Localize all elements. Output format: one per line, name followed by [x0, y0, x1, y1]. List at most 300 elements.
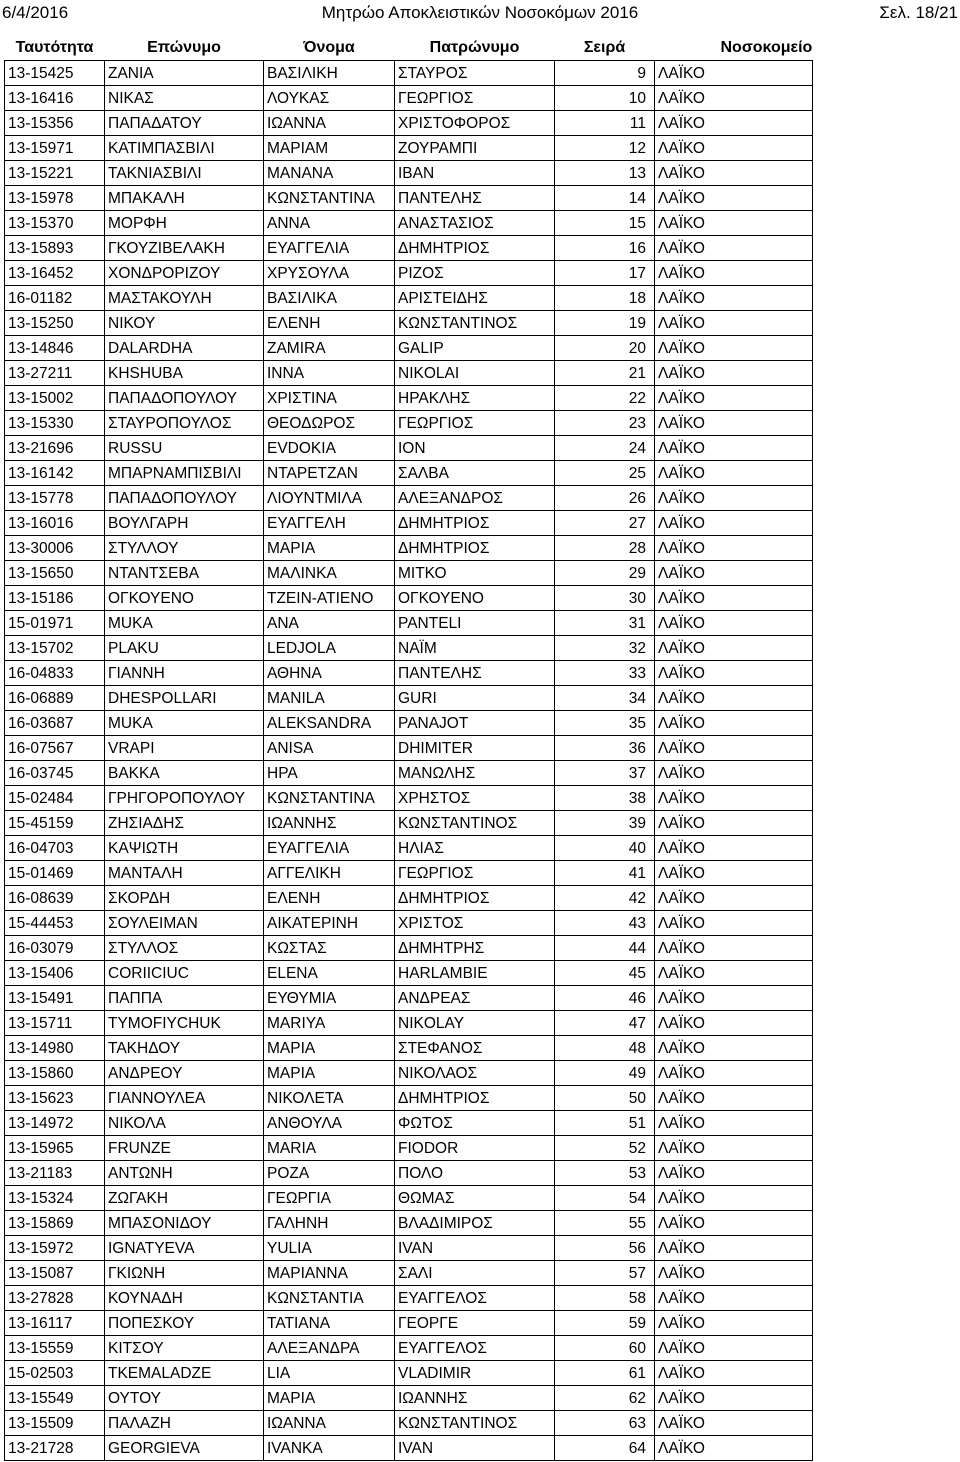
hospital-cell: ΛΑΪΚΟ [655, 1336, 813, 1361]
hospital-cell: ΛΑΪΚΟ [655, 486, 813, 511]
order-cell: 61 [555, 1361, 655, 1386]
id-cell: 13-15324 [5, 1186, 105, 1211]
table-row [5, 561, 813, 586]
hospital-cell: ΛΑΪΚΟ [655, 1261, 813, 1286]
patronymic-cell: ΝΑΪΜ [395, 636, 555, 661]
order-cell: 28 [555, 536, 655, 561]
patronymic-cell: ΜΑΝΩΛΗΣ [395, 761, 555, 786]
id-cell: 13-16016 [5, 511, 105, 536]
order-cell: 50 [555, 1086, 655, 1111]
order-cell: 55 [555, 1211, 655, 1236]
first-name-cell: ΒΑΣΙΛΙΚΑ [264, 286, 395, 311]
patronymic-cell: ΗΡΑΚΛΗΣ [395, 386, 555, 411]
patronymic-cell: ΠΟΛΟ [395, 1161, 555, 1186]
id-cell: 16-08639 [5, 886, 105, 911]
id-cell: 13-21696 [5, 436, 105, 461]
surname-cell: ΣΟΥΛΕΙΜΑΝ [105, 911, 264, 936]
first-name-cell: EVDOKIA [264, 436, 395, 461]
surname-cell: CORIICIUC [105, 961, 264, 986]
first-name-cell: ΜΑΡΙΑ [264, 1061, 395, 1086]
order-cell: 29 [555, 561, 655, 586]
column-header-name: Όνομα [303, 39, 355, 56]
order-cell: 38 [555, 786, 655, 811]
hospital-cell: ΛΑΪΚΟ [655, 261, 813, 286]
id-cell: 13-15623 [5, 1086, 105, 1111]
first-name-cell: ΛΙΟΥΝΤΜΙΛΑ [264, 486, 395, 511]
first-name-cell: ΙΩΑΝΝΑ [264, 111, 395, 136]
table-row [5, 161, 813, 186]
table-row [5, 236, 813, 261]
id-cell: 13-15356 [5, 111, 105, 136]
id-cell: 13-15778 [5, 486, 105, 511]
surname-cell: ΤΑΚΗΔΟΥ [105, 1036, 264, 1061]
hospital-cell: ΛΑΪΚΟ [655, 86, 813, 111]
first-name-cell: ΓΑΛΗΝΗ [264, 1211, 395, 1236]
surname-cell: ΜΠΑΚΑΛΗ [105, 186, 264, 211]
first-name-cell: ΓΕΩΡΓΙΑ [264, 1186, 395, 1211]
first-name-cell: LIA [264, 1361, 395, 1386]
order-cell: 14 [555, 186, 655, 211]
first-name-cell: YULIA [264, 1236, 395, 1261]
patronymic-cell: ΔΗΜΗΤΡΙΟΣ [395, 236, 555, 261]
surname-cell: ΠΑΠΑΔΟΠΟΥΛΟΥ [105, 386, 264, 411]
id-cell: 13-15549 [5, 1386, 105, 1411]
first-name-cell: ΧΡΥΣΟΥΛΑ [264, 261, 395, 286]
surname-cell: ΜΟΡΦΗ [105, 211, 264, 236]
table-row [5, 686, 813, 711]
first-name-cell: ALEKSANDRA [264, 711, 395, 736]
surname-cell: ΟΥΤΟΥ [105, 1386, 264, 1411]
surname-cell: ΝΙΚΑΣ [105, 86, 264, 111]
patronymic-cell: ΔΗΜΗΤΡΙΟΣ [395, 886, 555, 911]
patronymic-cell: ΠΑΝΤΕΛΗΣ [395, 186, 555, 211]
order-cell: 39 [555, 811, 655, 836]
order-cell: 45 [555, 961, 655, 986]
order-cell: 16 [555, 236, 655, 261]
hospital-cell: ΛΑΪΚΟ [655, 111, 813, 136]
surname-cell: ΜΠΑΡΝΑΜΠΙΣΒΙΛΙ [105, 461, 264, 486]
hospital-cell: ΛΑΪΚΟ [655, 186, 813, 211]
table-row [5, 286, 813, 311]
id-cell: 13-15330 [5, 411, 105, 436]
first-name-cell: ΑΛΕΞΑΝΔΡΑ [264, 1336, 395, 1361]
order-cell: 52 [555, 1136, 655, 1161]
table-header-row [5, 36, 813, 61]
patronymic-cell: ΚΩΝΣΤΑΝΤΙΝΟΣ [395, 1411, 555, 1436]
first-name-cell: ΕΛΕΝΗ [264, 886, 395, 911]
order-cell: 58 [555, 1286, 655, 1311]
order-cell: 57 [555, 1261, 655, 1286]
patronymic-cell: NIKOLAI [395, 361, 555, 386]
hospital-cell: ΛΑΪΚΟ [655, 1436, 813, 1461]
id-cell: 13-15221 [5, 161, 105, 186]
first-name-cell: ΜΑΡΙΑ [264, 536, 395, 561]
hospital-cell: ΛΑΪΚΟ [655, 861, 813, 886]
document-title: Μητρώο Αποκλειστικών Νοσοκόμων 2016 [321, 3, 639, 22]
patronymic-cell: ΑΛΕΞΑΝΔΡΟΣ [395, 486, 555, 511]
patronymic-cell: NIKOLAY [395, 1011, 555, 1036]
first-name-cell: ΙΩΑΝΝΗΣ [264, 811, 395, 836]
table-row [5, 86, 813, 111]
order-cell: 53 [555, 1161, 655, 1186]
patronymic-cell: IVAN [395, 1236, 555, 1261]
order-cell: 32 [555, 636, 655, 661]
surname-cell: ΖΩΓΑΚΗ [105, 1186, 264, 1211]
id-cell: 15-02503 [5, 1361, 105, 1386]
table-row [5, 636, 813, 661]
order-cell: 51 [555, 1111, 655, 1136]
hospital-cell: ΛΑΪΚΟ [655, 1286, 813, 1311]
hospital-cell: ΛΑΪΚΟ [655, 686, 813, 711]
id-cell: 13-15186 [5, 586, 105, 611]
first-name-cell: INNA [264, 361, 395, 386]
surname-cell: ΓΙΑΝΝΟΥΛΕΑ [105, 1086, 264, 1111]
order-cell: 59 [555, 1311, 655, 1336]
surname-cell: ΚΙΤΣΟΥ [105, 1336, 264, 1361]
hospital-cell: ΛΑΪΚΟ [655, 1411, 813, 1436]
table-row [5, 1361, 813, 1386]
print-date: 6/4/2016 [2, 3, 69, 22]
id-cell: 13-16416 [5, 86, 105, 111]
surname-cell: ΓΚΟΥΖΙΒΕΛΑΚΗ [105, 236, 264, 261]
patronymic-cell: ΒΛΑΔΙΜΙΡΟΣ [395, 1211, 555, 1236]
table-row [5, 386, 813, 411]
hospital-cell: ΛΑΪΚΟ [655, 586, 813, 611]
hospital-cell: ΛΑΪΚΟ [655, 811, 813, 836]
patronymic-cell: VLADIMIR [395, 1361, 555, 1386]
patronymic-cell: FIODOR [395, 1136, 555, 1161]
order-cell: 63 [555, 1411, 655, 1436]
table-row [5, 961, 813, 986]
first-name-cell: ΑΘΗΝΑ [264, 661, 395, 686]
first-name-cell: ΜΑΛΙΝΚΑ [264, 561, 395, 586]
table-row [5, 111, 813, 136]
id-cell: 13-30006 [5, 536, 105, 561]
order-cell: 43 [555, 911, 655, 936]
surname-cell: ΝΙΚΟΥ [105, 311, 264, 336]
first-name-cell: MARIYA [264, 1011, 395, 1036]
first-name-cell: ANISA [264, 736, 395, 761]
order-cell: 47 [555, 1011, 655, 1036]
id-cell: 13-15965 [5, 1136, 105, 1161]
patronymic-cell: ΓΕΩΡΓΙΟΣ [395, 86, 555, 111]
id-cell: 16-03079 [5, 936, 105, 961]
hospital-cell: ΛΑΪΚΟ [655, 211, 813, 236]
table-row [5, 1411, 813, 1436]
hospital-cell: ΛΑΪΚΟ [655, 436, 813, 461]
patronymic-cell: ΧΡΗΣΤΟΣ [395, 786, 555, 811]
table-row [5, 1136, 813, 1161]
order-cell: 31 [555, 611, 655, 636]
table-row [5, 1386, 813, 1411]
hospital-cell: ΛΑΪΚΟ [655, 961, 813, 986]
order-cell: 46 [555, 986, 655, 1011]
hospital-cell: ΛΑΪΚΟ [655, 286, 813, 311]
hospital-cell: ΛΑΪΚΟ [655, 1011, 813, 1036]
first-name-cell: ΧΡΙΣΤΙΝΑ [264, 386, 395, 411]
table-row [5, 936, 813, 961]
order-cell: 27 [555, 511, 655, 536]
hospital-cell: ΛΑΪΚΟ [655, 161, 813, 186]
table-row [5, 1086, 813, 1111]
hospital-cell: ΛΑΪΚΟ [655, 1161, 813, 1186]
patronymic-cell: ΧΡΙΣΤΟΦΟΡΟΣ [395, 111, 555, 136]
id-cell: 15-44453 [5, 911, 105, 936]
table-row [5, 311, 813, 336]
id-cell: 16-03687 [5, 711, 105, 736]
hospital-cell: ΛΑΪΚΟ [655, 1111, 813, 1136]
patronymic-cell: ΑΝΔΡΕΑΣ [395, 986, 555, 1011]
first-name-cell: MANILA [264, 686, 395, 711]
first-name-cell: ΜΑΡΙΑ [264, 1036, 395, 1061]
patronymic-cell: ΕΥΑΓΓΕΛΟΣ [395, 1286, 555, 1311]
first-name-cell: ΝΤΑΡΕΤΖΑΝ [264, 461, 395, 486]
first-name-cell: ELENA [264, 961, 395, 986]
hospital-cell: ΛΑΪΚΟ [655, 336, 813, 361]
hospital-cell: ΛΑΪΚΟ [655, 1236, 813, 1261]
table-row [5, 1036, 813, 1061]
patronymic-cell: ΑΝΑΣΤΑΣΙΟΣ [395, 211, 555, 236]
order-cell: 12 [555, 136, 655, 161]
surname-cell: ΠΑΠΑΔΟΠΟΥΛΟΥ [105, 486, 264, 511]
order-cell: 20 [555, 336, 655, 361]
surname-cell: ΠΑΛΑΖΗ [105, 1411, 264, 1436]
surname-cell: IGNATYEVA [105, 1236, 264, 1261]
table-row [5, 261, 813, 286]
first-name-cell: ΛΟΥΚΑΣ [264, 86, 395, 111]
hospital-cell: ΛΑΪΚΟ [655, 736, 813, 761]
id-cell: 13-15711 [5, 1011, 105, 1036]
order-cell: 56 [555, 1236, 655, 1261]
table-row [5, 811, 813, 836]
id-cell: 13-15650 [5, 561, 105, 586]
table-body [5, 61, 813, 1461]
order-cell: 21 [555, 361, 655, 386]
order-cell: 17 [555, 261, 655, 286]
order-cell: 18 [555, 286, 655, 311]
surname-cell: ΓΙΑΝΝΗ [105, 661, 264, 686]
table-row [5, 661, 813, 686]
order-cell: 48 [555, 1036, 655, 1061]
id-cell: 16-04703 [5, 836, 105, 861]
id-cell: 13-14980 [5, 1036, 105, 1061]
first-name-cell: ΕΥΑΓΓΕΛΙΑ [264, 236, 395, 261]
hospital-cell: ΛΑΪΚΟ [655, 536, 813, 561]
patronymic-cell: ΓΕΩΡΓΙΟΣ [395, 411, 555, 436]
table-row [5, 1286, 813, 1311]
table-row [5, 411, 813, 436]
patronymic-cell: ΠΑΝΤΕΛΗΣ [395, 661, 555, 686]
id-cell: 13-15509 [5, 1411, 105, 1436]
hospital-cell: ΛΑΪΚΟ [655, 1386, 813, 1411]
hospital-cell: ΛΑΪΚΟ [655, 1086, 813, 1111]
first-name-cell: ΚΩΣΤΑΣ [264, 936, 395, 961]
surname-cell: MUKA [105, 611, 264, 636]
patronymic-cell: DHIMITER [395, 736, 555, 761]
surname-cell: FRUNZE [105, 1136, 264, 1161]
first-name-cell: ΤΖΕΙΝ-ΑΤΙΕΝΟ [264, 586, 395, 611]
surname-cell: ΣΤΑΥΡΟΠΟΥΛΟΣ [105, 411, 264, 436]
id-cell: 13-16452 [5, 261, 105, 286]
order-cell: 13 [555, 161, 655, 186]
patronymic-cell: ΡΙΖΟΣ [395, 261, 555, 286]
surname-cell: ΚΑΨΙΩΤΗ [105, 836, 264, 861]
patronymic-cell: ΓΕΟΡΓΕ [395, 1311, 555, 1336]
patronymic-cell: HARLAMBIE [395, 961, 555, 986]
patronymic-cell: PANAJOT [395, 711, 555, 736]
first-name-cell: ANA [264, 611, 395, 636]
patronymic-cell: ΙΩΑΝΝΗΣ [395, 1386, 555, 1411]
table-row [5, 1236, 813, 1261]
patronymic-cell: ΓΕΩΡΓΙΟΣ [395, 861, 555, 886]
first-name-cell: ΘΕΟΔΩΡΟΣ [264, 411, 395, 436]
id-cell: 13-21728 [5, 1436, 105, 1461]
patronymic-cell: ΣΑΛΙ [395, 1261, 555, 1286]
table-row [5, 786, 813, 811]
patronymic-cell: ION [395, 436, 555, 461]
hospital-cell: ΛΑΪΚΟ [655, 936, 813, 961]
table-row [5, 586, 813, 611]
id-cell: 16-07567 [5, 736, 105, 761]
table-row [5, 486, 813, 511]
surname-cell: ΝΙΚΟΛΑ [105, 1111, 264, 1136]
order-cell: 30 [555, 586, 655, 611]
table-row [5, 61, 813, 86]
hospital-cell: ΛΑΪΚΟ [655, 236, 813, 261]
patronymic-cell: ΔΗΜΗΤΡΙΟΣ [395, 511, 555, 536]
first-name-cell: ΝΙΚΟΛΕΤΑ [264, 1086, 395, 1111]
id-cell: 13-15702 [5, 636, 105, 661]
first-name-cell: ΜΑΝΑΝΑ [264, 161, 395, 186]
patronymic-cell: ΕΥΑΓΓΕΛΟΣ [395, 1336, 555, 1361]
order-cell: 33 [555, 661, 655, 686]
id-cell: 13-15406 [5, 961, 105, 986]
order-cell: 19 [555, 311, 655, 336]
order-cell: 25 [555, 461, 655, 486]
first-name-cell: ΤΑΤΙΑΝΑ [264, 1311, 395, 1336]
hospital-cell: ΛΑΪΚΟ [655, 636, 813, 661]
first-name-cell: MARIA [264, 1136, 395, 1161]
id-cell: 15-45159 [5, 811, 105, 836]
first-name-cell: ΚΩΝΣΤΑΝΤΙΝΑ [264, 186, 395, 211]
column-header-order: Σειρά [583, 39, 626, 56]
id-cell: 16-01182 [5, 286, 105, 311]
table-row [5, 1111, 813, 1136]
id-cell: 13-15978 [5, 186, 105, 211]
column-header-surname: Επώνυμο [147, 39, 221, 56]
first-name-cell: LEDJOLA [264, 636, 395, 661]
id-cell: 13-15972 [5, 1236, 105, 1261]
id-cell: 13-15491 [5, 986, 105, 1011]
id-cell: 13-21183 [5, 1161, 105, 1186]
patronymic-cell: ΜΙΤΚΟ [395, 561, 555, 586]
id-cell: 13-15971 [5, 136, 105, 161]
patronymic-cell: ΣΤΕΦΑΝΟΣ [395, 1036, 555, 1061]
patronymic-cell: ΦΩΤΟΣ [395, 1111, 555, 1136]
id-cell: 13-16117 [5, 1311, 105, 1336]
order-cell: 24 [555, 436, 655, 461]
id-cell: 13-15893 [5, 236, 105, 261]
hospital-cell: ΛΑΪΚΟ [655, 911, 813, 936]
surname-cell: VRAPI [105, 736, 264, 761]
surname-cell: ΒΑΚΚΑ [105, 761, 264, 786]
patronymic-cell: ΗΛΙΑΣ [395, 836, 555, 861]
patronymic-cell: ΑΡΙΣΤΕΙΔΗΣ [395, 286, 555, 311]
first-name-cell: ΜΑΡΙΑΜ [264, 136, 395, 161]
table-row [5, 336, 813, 361]
hospital-cell: ΛΑΪΚΟ [655, 136, 813, 161]
first-name-cell: ΚΩΝΣΤΑΝΤΙΝΑ [264, 786, 395, 811]
id-cell: 13-27211 [5, 361, 105, 386]
surname-cell: ΓΚΙΩΝΗ [105, 1261, 264, 1286]
hospital-cell: ΛΑΪΚΟ [655, 61, 813, 86]
table-row [5, 1436, 813, 1461]
first-name-cell: ΕΥΑΓΓΕΛΙΑ [264, 836, 395, 861]
hospital-cell: ΛΑΪΚΟ [655, 886, 813, 911]
id-cell: 13-15250 [5, 311, 105, 336]
surname-cell: ΑΝΔΡΕΟΥ [105, 1061, 264, 1086]
patronymic-cell: ΝΙΚΟΛΑΟΣ [395, 1061, 555, 1086]
order-cell: 40 [555, 836, 655, 861]
id-cell: 15-02484 [5, 786, 105, 811]
surname-cell: ΓΡΗΓΟΡΟΠΟΥΛΟΥ [105, 786, 264, 811]
surname-cell: ΤΑΚΝΙΑΣΒΙΛΙ [105, 161, 264, 186]
hospital-cell: ΛΑΪΚΟ [655, 311, 813, 336]
surname-cell: ΚΟΥΝΑΔΗ [105, 1286, 264, 1311]
id-cell: 13-15869 [5, 1211, 105, 1236]
first-name-cell: ΑΙΚΑΤΕΡΙΝΗ [264, 911, 395, 936]
table-row [5, 861, 813, 886]
patronymic-cell: ΔΗΜΗΤΡΗΣ [395, 936, 555, 961]
patronymic-cell: ΣΑΛΒΑ [395, 461, 555, 486]
hospital-cell: ΛΑΪΚΟ [655, 836, 813, 861]
id-cell: 13-16142 [5, 461, 105, 486]
surname-cell: ΑΝΤΩΝΗ [105, 1161, 264, 1186]
table-row [5, 911, 813, 936]
table-row [5, 1211, 813, 1236]
table-row [5, 186, 813, 211]
column-header-id: Ταυτότητα [15, 39, 94, 56]
order-cell: 37 [555, 761, 655, 786]
id-cell: 16-03745 [5, 761, 105, 786]
table-row [5, 461, 813, 486]
id-cell: 13-14846 [5, 336, 105, 361]
id-cell: 15-01971 [5, 611, 105, 636]
hospital-cell: ΛΑΪΚΟ [655, 1061, 813, 1086]
first-name-cell: ΒΑΣΙΛΙΚΗ [264, 61, 395, 86]
first-name-cell: ΡΟΖΑ [264, 1161, 395, 1186]
order-cell: 41 [555, 861, 655, 886]
hospital-cell: ΛΑΪΚΟ [655, 411, 813, 436]
surname-cell: PLAKU [105, 636, 264, 661]
hospital-cell: ΛΑΪΚΟ [655, 1186, 813, 1211]
patronymic-cell: GURI [395, 686, 555, 711]
surname-cell: GEORGIEVA [105, 1436, 264, 1461]
patronymic-cell: ΧΡΙΣΤΟΣ [395, 911, 555, 936]
table-row [5, 1161, 813, 1186]
hospital-cell: ΛΑΪΚΟ [655, 661, 813, 686]
table-row [5, 1336, 813, 1361]
patronymic-cell: ΔΗΜΗΤΡΙΟΣ [395, 536, 555, 561]
page-number: Σελ. 18/21 [879, 3, 958, 22]
hospital-cell: ΛΑΪΚΟ [655, 361, 813, 386]
order-cell: 42 [555, 886, 655, 911]
hospital-cell: ΛΑΪΚΟ [655, 511, 813, 536]
table-row [5, 361, 813, 386]
surname-cell: ΣΤΥΛΛΟΣ [105, 936, 264, 961]
surname-cell: ΠΟΠΕΣΚΟΥ [105, 1311, 264, 1336]
surname-cell: DHESPOLLARI [105, 686, 264, 711]
